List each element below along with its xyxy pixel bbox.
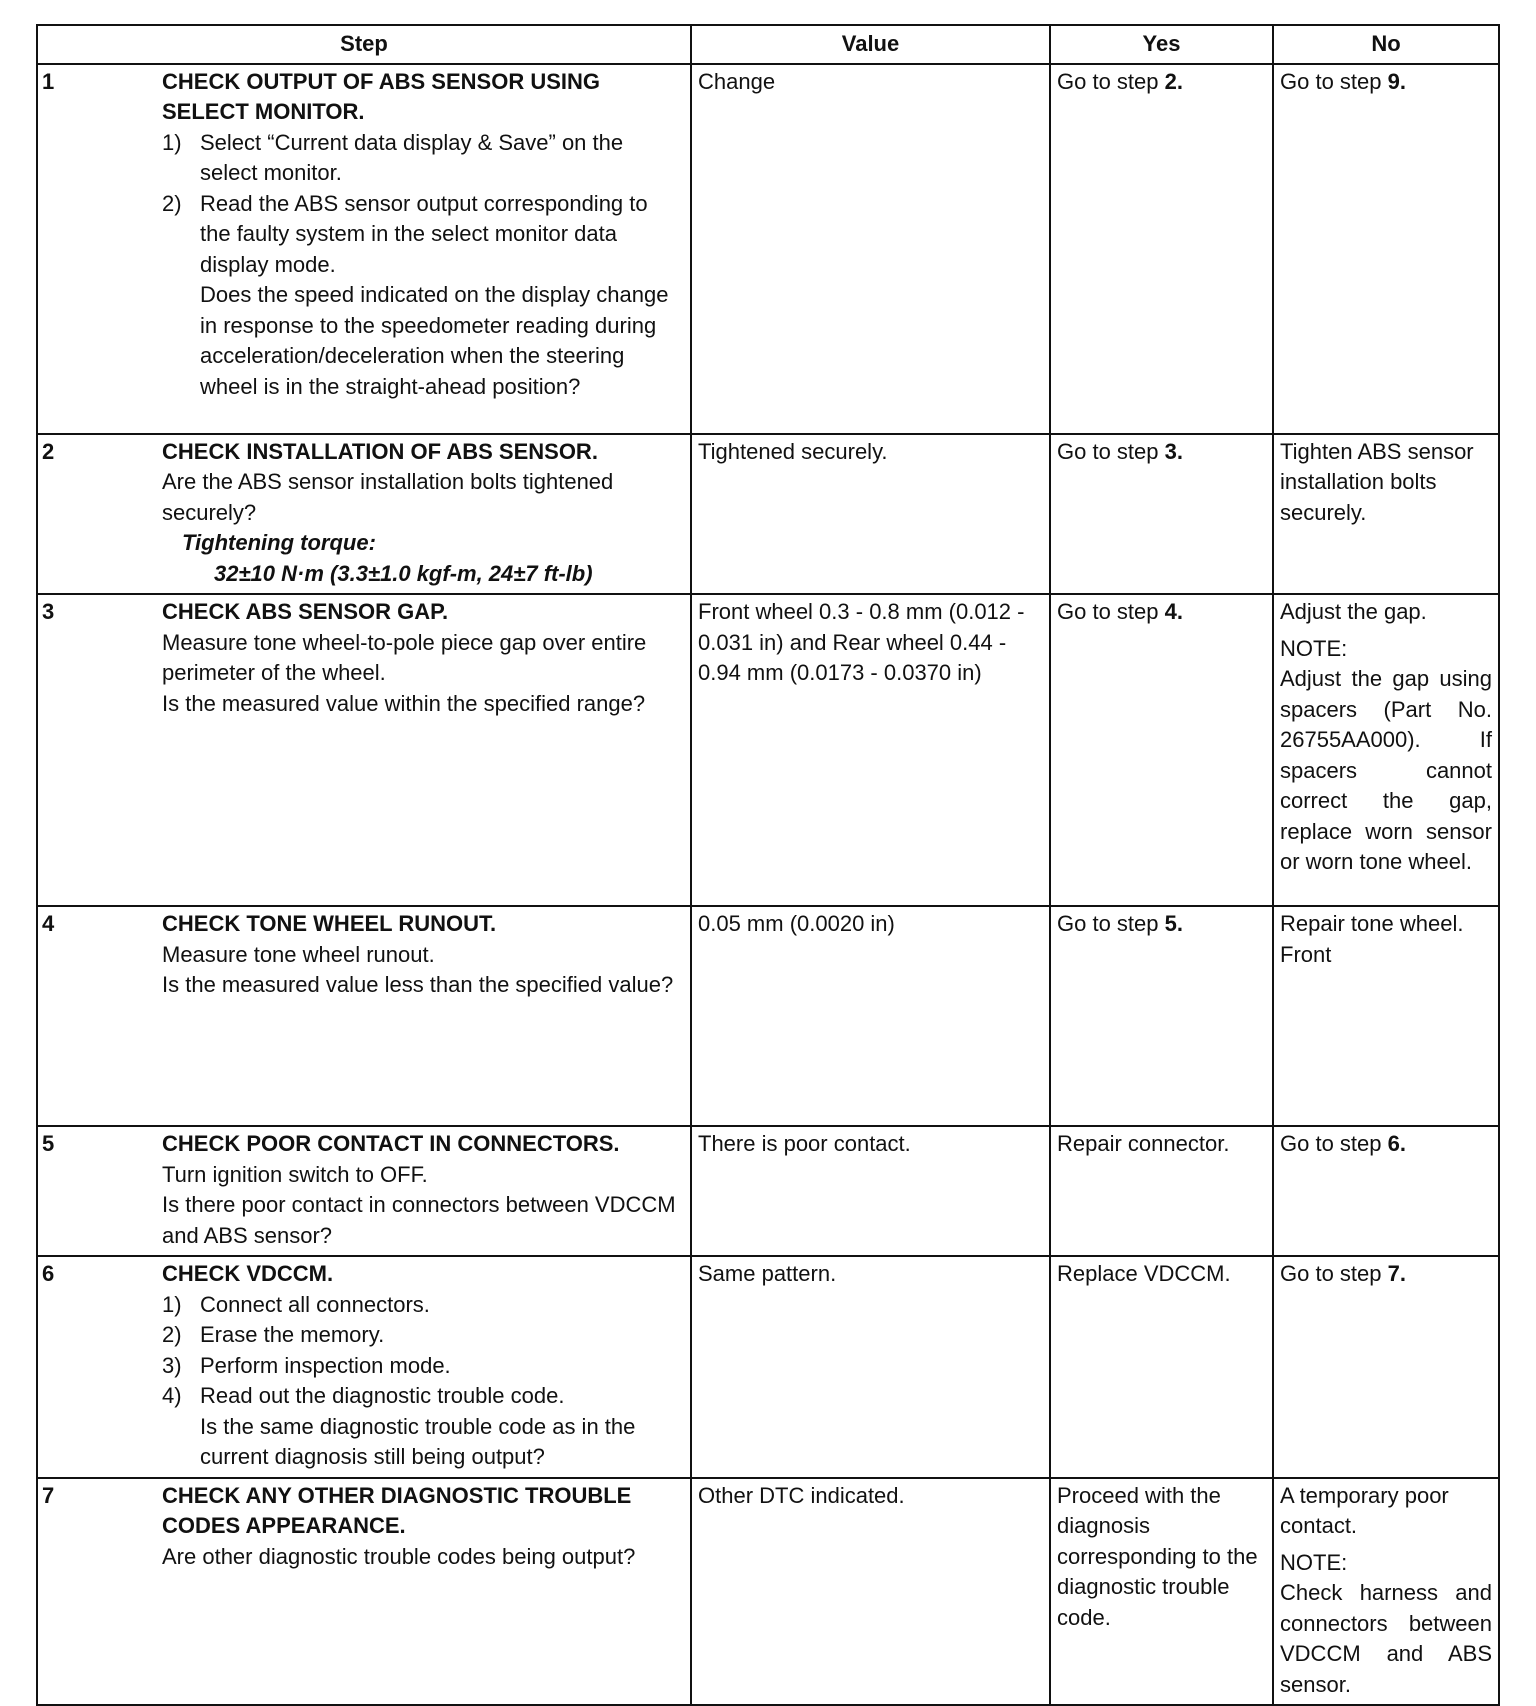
yes-cell: Replace VDCCM. xyxy=(1050,1256,1273,1478)
step-question: Is there poor contact in connectors between VDCCM and ABS sensor? xyxy=(162,1192,676,1248)
yes-cell: Go to step 3. xyxy=(1050,434,1273,595)
step-cell xyxy=(37,64,691,434)
table-row xyxy=(37,594,1499,906)
step-heading: CHECK OUTPUT OF ABS SENSOR USING SELECT MONITOR. xyxy=(162,68,600,124)
value-cell: Other DTC indicated. xyxy=(691,1478,1050,1706)
no-cell xyxy=(1273,594,1499,906)
note-label: NOTE: xyxy=(1280,1549,1348,1575)
note-text: Adjust the gap using spacers (Part No. 26755AA000). If spacers cannot correct the gap, replace worn sensor or worn tone wheel. xyxy=(1280,666,1492,874)
instruction-item: 3) Perform inspection mode. xyxy=(162,1352,451,1378)
table-row xyxy=(37,906,1499,1126)
step-cell xyxy=(37,594,691,906)
step-cell xyxy=(37,1126,691,1256)
step-heading: CHECK POOR CONTACT IN CONNECTORS. xyxy=(162,1131,620,1156)
step-heading: CHECK TONE WHEEL RUNOUT. xyxy=(162,911,497,936)
table-row xyxy=(37,1478,1499,1706)
instruction-item: 1) Select “Current data display & Save” on the select monitor. xyxy=(162,129,624,185)
step-cell xyxy=(37,1478,691,1706)
torque-label: Tightening torque: xyxy=(182,530,376,555)
value-cell: Change xyxy=(691,64,1050,434)
no-cell: Tighten ABS sensor installation bolts securely. xyxy=(1273,434,1499,595)
column-header-step: Step xyxy=(37,25,691,64)
column-header-yes: Yes xyxy=(1050,25,1273,64)
diagnostic-procedure-sheet xyxy=(36,24,1498,1706)
yes-cell: Go to step 4. xyxy=(1050,594,1273,906)
no-cell: Go to step 9. xyxy=(1273,64,1499,434)
no-cell: Repair tone wheel. Front xyxy=(1273,906,1499,1126)
value-cell: Tightened securely. xyxy=(691,434,1050,595)
column-header-no: No xyxy=(1273,25,1499,64)
note-text: Check harness and connectors between VDCCM and ABS sensor. xyxy=(1280,1580,1492,1697)
yes-cell: Proceed with the diagnosis corresponding to the diagnostic trouble code. xyxy=(1050,1478,1273,1706)
value-cell: Front wheel 0.3 - 0.8 mm (0.012 - 0.031 in) and Rear wheel 0.44 - 0.94 mm (0.0173 - 0.0370 in) xyxy=(691,594,1050,906)
step-question: Are other diagnostic trouble codes being output? xyxy=(162,1543,636,1569)
no-cell: Go to step 6. xyxy=(1273,1126,1499,1256)
step-number: 3 xyxy=(42,599,55,624)
table-row xyxy=(37,434,1499,595)
instruction-list xyxy=(162,1290,684,1412)
instruction-item: 2) Erase the memory. xyxy=(162,1322,385,1347)
step-instruction: Measure tone wheel runout. xyxy=(162,941,435,967)
step-instruction: Measure tone wheel-to-pole piece gap over entire perimeter of the wheel. xyxy=(162,629,647,685)
note-label: NOTE: xyxy=(1280,635,1348,661)
step-question: Does the speed indicated on the display change in response to the speedometer reading during acceleration/deceleration when the steering wheel is in the straight-ahead position? xyxy=(200,282,669,399)
value-cell: 0.05 mm (0.0020 in) xyxy=(691,906,1050,1126)
value-cell: Same pattern. xyxy=(691,1256,1050,1478)
yes-cell: Go to step 5. xyxy=(1050,906,1273,1126)
step-number: 6 xyxy=(42,1261,55,1286)
step-number: 4 xyxy=(42,911,55,936)
step-instruction: Turn ignition switch to OFF. xyxy=(162,1161,428,1187)
step-heading: CHECK ANY OTHER DIAGNOSTIC TROUBLE CODES APPEARANCE. xyxy=(162,1482,632,1538)
instruction-item: 2) Read the ABS sensor output corresponding to the faulty system in the select monitor data display mode. xyxy=(162,190,648,277)
step-heading: CHECK INSTALLATION OF ABS SENSOR. xyxy=(162,438,598,464)
no-action: A temporary poor contact. xyxy=(1280,1482,1449,1538)
table-row xyxy=(37,1126,1499,1256)
instruction-item: 4) Read out the diagnostic trouble code. xyxy=(162,1383,565,1408)
instruction-item: 1) Connect all connectors. xyxy=(162,1291,430,1317)
step-cell xyxy=(37,906,691,1126)
torque-value: 32±10 N·m (3.3±1.0 kgf-m, 24±7 ft-lb) xyxy=(214,560,593,586)
table-row xyxy=(37,64,1499,434)
step-cell xyxy=(37,434,691,595)
column-header-value: Value xyxy=(691,25,1050,64)
step-cell xyxy=(37,1256,691,1478)
value-cell: There is poor contact. xyxy=(691,1126,1050,1256)
step-number: 2 xyxy=(42,438,55,464)
step-number: 1 xyxy=(42,68,55,94)
step-question: Is the same diagnostic trouble code as in the current diagnosis still being output? xyxy=(200,1413,636,1469)
table-row xyxy=(37,1256,1499,1478)
step-number: 5 xyxy=(42,1131,55,1156)
no-cell xyxy=(1273,1478,1499,1706)
step-heading: CHECK VDCCM. xyxy=(162,1261,334,1286)
step-question: Is the measured value less than the specified value? xyxy=(162,972,674,997)
yes-cell: Go to step 2. xyxy=(1050,64,1273,434)
diagnostic-table xyxy=(36,24,1500,1706)
step-question: Is the measured value within the specified range? xyxy=(162,690,646,716)
instruction-list xyxy=(162,128,684,281)
step-number: 7 xyxy=(42,1482,55,1508)
step-heading: CHECK ABS SENSOR GAP. xyxy=(162,599,449,624)
no-cell: Go to step 7. xyxy=(1273,1256,1499,1478)
step-question: Are the ABS sensor installation bolts tightened securely? xyxy=(162,469,614,525)
table-header-row xyxy=(37,25,1499,64)
yes-cell: Repair connector. xyxy=(1050,1126,1273,1256)
no-action: Adjust the gap. xyxy=(1280,599,1427,624)
